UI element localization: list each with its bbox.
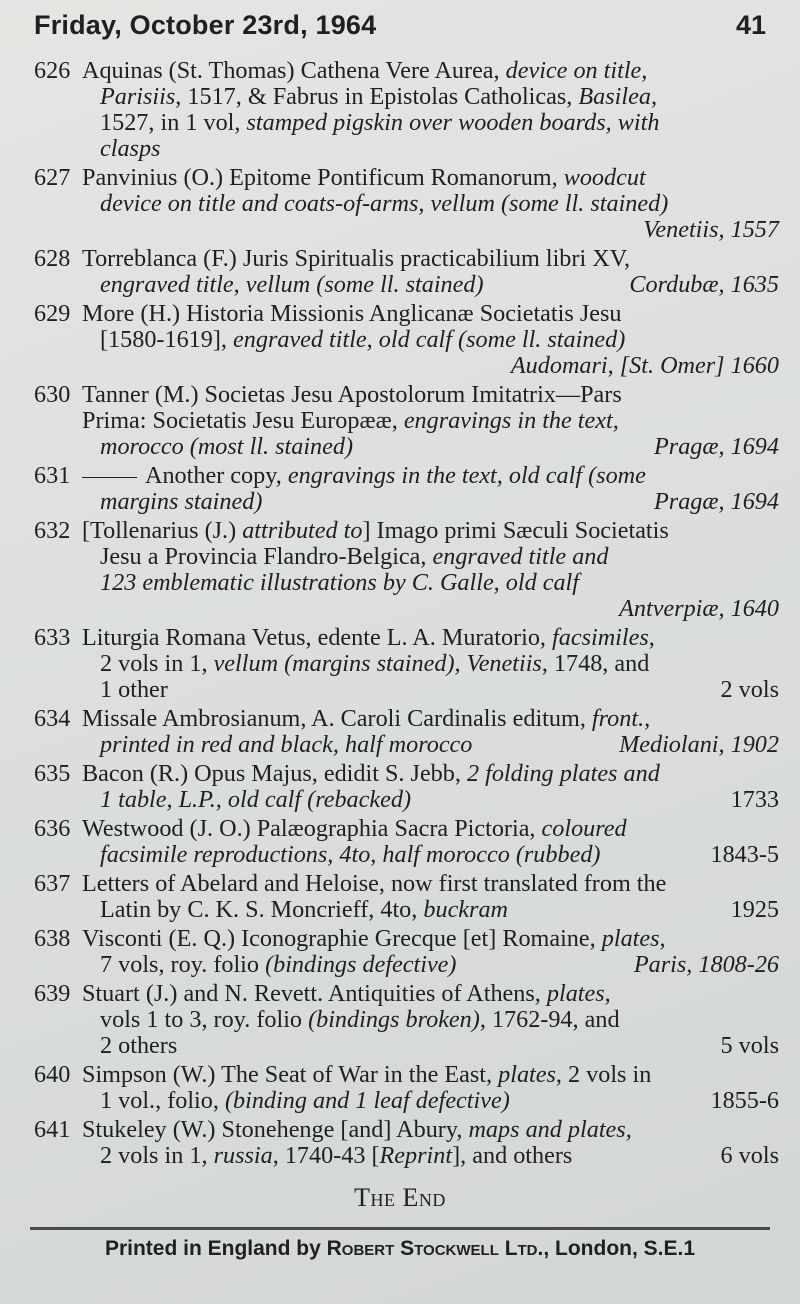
- lot-text-italic: (binding and 1 leaf defective): [224, 1087, 510, 1114]
- lot-text-italic: 2 folding plates and: [466, 760, 660, 787]
- lot-text-italic: morocco (most ll. stained): [100, 433, 354, 460]
- lot-text: More (H.) Historia Missionis Anglicanæ Societatis Jesu: [82, 300, 622, 327]
- lot-date: 1855-6: [710, 1087, 779, 1114]
- lot-text: 2 vols in 1,: [100, 1142, 214, 1169]
- lot-imprint: Paris, 1808-26: [633, 951, 779, 978]
- lot-text-italic: (bindings broken): [308, 1006, 480, 1033]
- lot-text-italic: russia: [213, 1142, 273, 1169]
- lot-text: 7 vols, roy. folio: [100, 951, 266, 978]
- lot-quantity: 6 vols: [720, 1142, 779, 1169]
- lot-text-italic: 123 emblematic illustrations by C. Galle, old calf: [100, 569, 580, 596]
- lot-description: [82, 165, 779, 243]
- lot-number: 638: [34, 925, 71, 952]
- lot-text: , 1762-94, and: [479, 1006, 620, 1033]
- lot-text-italic: plates,: [601, 925, 666, 952]
- lot-text: Torreblanca (F.) Juris Spiritualis practicabilium libri XV,: [82, 245, 631, 272]
- lot-text: [Tollenarius (J.): [82, 517, 243, 544]
- lot-text: Missale Ambrosianum, A. Caroli Cardinalis editum,: [82, 705, 592, 732]
- lot-text: , 2 vols in: [555, 1061, 652, 1088]
- lot-entry: [34, 1117, 779, 1169]
- lot-entry: [34, 761, 779, 813]
- lot-text: Another copy,: [145, 462, 288, 489]
- lot-entry: [34, 1062, 779, 1114]
- sale-date: Friday, October 23rd, 1964: [34, 10, 377, 40]
- lot-number: 634: [34, 705, 71, 732]
- lot-description: [82, 1117, 779, 1169]
- lot-number: 632: [34, 517, 71, 544]
- lot-text: , 1517, & Fabrus in Epistolas Catholicas,: [175, 83, 579, 110]
- lot-text-italic: engraved title, vellum (some ll. stained): [100, 271, 484, 298]
- printer-name: Robert Stockwell Ltd.: [326, 1237, 544, 1260]
- lot-text: Panvinius (O.) Epitome Pontificum Romanorum,: [82, 164, 564, 191]
- lot-text-italic: Reprint: [379, 1142, 453, 1169]
- page-number: 41: [735, 10, 766, 40]
- lot-text: ] Imago primi Sæculi Societatis: [362, 517, 669, 544]
- lot-description: [82, 816, 779, 868]
- lot-text-italic: attributed to: [242, 517, 363, 544]
- lot-entry: [34, 382, 779, 460]
- lot-text: Liturgia Romana Vetus, edente L. A. Muratorio,: [82, 624, 553, 651]
- lot-date: 1843-5: [710, 841, 779, 868]
- lot-description: [82, 871, 779, 923]
- lot-number: 627: [34, 164, 71, 191]
- lot-date: 1733: [730, 786, 779, 813]
- lot-text-italic: front.,: [591, 705, 651, 732]
- lot-text-italic: Basilea,: [578, 83, 657, 110]
- lot-description: [82, 926, 779, 978]
- lot-text-italic: stamped pigskin over wooden boards, with: [246, 109, 660, 136]
- lot-text-italic: (bindings defective): [265, 951, 457, 978]
- lot-entry: [34, 706, 779, 758]
- lot-entry: [34, 165, 779, 243]
- lot-entry: [34, 518, 779, 622]
- lot-imprint: Cordubæ, 1635: [629, 271, 779, 298]
- lot-text: Simpson (W.) The Seat of War in the East,: [82, 1061, 499, 1088]
- lot-text: ], and others: [452, 1142, 573, 1169]
- lot-description: [82, 301, 779, 379]
- lot-text: Letters of Abelard and Heloise, now first translated from the: [82, 870, 667, 897]
- lot-text: Tanner (M.) Societas Jesu Apostolorum Imitatrix—Pars: [82, 381, 622, 408]
- divider-rule: [30, 1227, 770, 1230]
- lot-text: Aquinas (St. Thomas) Cathena Vere Aurea,: [82, 57, 506, 84]
- printer-imprint: [0, 1237, 800, 1261]
- printer-text: Printed in England by: [104, 1237, 327, 1260]
- lot-text-italic: device on title,: [505, 57, 648, 84]
- lot-entry: [34, 301, 779, 379]
- lot-entry: [34, 816, 779, 868]
- lot-text-italic: buckram: [423, 896, 509, 923]
- lot-date: 1925: [730, 896, 779, 923]
- end-marker: The End: [354, 1183, 446, 1212]
- lot-text-italic: printed in red and black, half morocco: [100, 731, 473, 758]
- lot-text-italic: vellum (margins stained), Venetiis: [213, 650, 542, 677]
- lot-text: Latin by C. K. S. Moncrieff, 4to,: [100, 896, 424, 923]
- lot-entry: [34, 58, 779, 162]
- lot-description: [82, 625, 779, 703]
- lot-text-italic: facsimile reproductions, 4to, half morocco (rubbed): [100, 841, 601, 868]
- lot-quantity: 5 vols: [720, 1032, 779, 1059]
- lot-text-italic: engravings in the text, old calf (some: [287, 462, 646, 489]
- lot-number: 639: [34, 980, 71, 1007]
- lot-number: 633: [34, 624, 71, 651]
- lot-text-italic: Parisiis: [100, 83, 176, 110]
- lot-number: 637: [34, 870, 71, 897]
- lot-quantity: 2 vols: [720, 676, 779, 703]
- lot-imprint: Pragæ, 1694: [654, 433, 779, 460]
- lot-imprint: Audomari, [St. Omer] 1660: [510, 352, 779, 379]
- lot-number: 636: [34, 815, 71, 842]
- lot-number: 629: [34, 300, 71, 327]
- lot-entry: [34, 871, 779, 923]
- lot-text-italic: clasps: [100, 135, 161, 162]
- lot-text-italic: maps and plates,: [468, 1116, 632, 1143]
- lot-number: 635: [34, 760, 71, 787]
- lot-text: 2 others: [100, 1032, 178, 1059]
- lot-text: , 1748, and: [541, 650, 650, 677]
- lot-text-italic: margins stained): [100, 488, 263, 515]
- lot-entry: [34, 926, 779, 978]
- lot-text: 1527, in 1 vol,: [100, 109, 247, 136]
- lot-text: 2 vols in 1,: [100, 650, 214, 677]
- lot-number: 626: [34, 57, 71, 84]
- lot-description: [82, 706, 779, 758]
- lot-entry: [34, 463, 779, 515]
- lot-text: 1 other: [100, 676, 168, 703]
- lot-text: Visconti (E. Q.) Iconographie Grecque [et] Romaine,: [82, 925, 602, 952]
- lot-text: , 1740-43 [: [272, 1142, 380, 1169]
- lot-text-italic: facsimiles,: [552, 624, 655, 651]
- lot-text-italic: woodcut: [563, 164, 646, 191]
- lot-text-italic: plates: [498, 1061, 556, 1088]
- lot-entry: [34, 625, 779, 703]
- lot-description: [82, 382, 779, 460]
- lot-description: [82, 761, 779, 813]
- lot-text-italic: plates,: [546, 980, 611, 1007]
- lot-text: Jesu a Provincia Flandro-Belgica,: [100, 543, 433, 570]
- lot-entry: [34, 981, 779, 1059]
- lot-text-italic: engraved title, old calf (some ll. stained): [233, 326, 626, 353]
- lot-text: vols 1 to 3, roy. folio: [100, 1006, 309, 1033]
- lot-text: Prima: Societatis Jesu Europææ,: [82, 407, 404, 434]
- lot-text-italic: device on title and coats-of-arms, vellum (some ll. stained): [100, 190, 669, 217]
- lot-text: Bacon (R.) Opus Majus, edidit S. Jebb,: [82, 760, 467, 787]
- lot-imprint: Pragæ, 1694: [654, 488, 779, 515]
- lot-number: 640: [34, 1061, 71, 1088]
- lot-imprint: Mediolani, 1902: [619, 731, 779, 758]
- ditto-dash: [82, 477, 137, 478]
- lot-description: [82, 518, 779, 622]
- lot-number: 641: [34, 1116, 71, 1143]
- lot-imprint: Antverpiæ, 1640: [619, 595, 779, 622]
- lot-description: [82, 463, 779, 515]
- lot-text: [1580-1619],: [100, 326, 234, 353]
- lot-text: Westwood (J. O.) Palæographia Sacra Pictoria,: [82, 815, 542, 842]
- lot-description: [82, 981, 779, 1059]
- lot-text: 1 vol., folio,: [100, 1087, 225, 1114]
- lot-text-italic: engraved title and: [432, 543, 609, 570]
- lot-number: 631: [34, 462, 71, 489]
- lot-number: 630: [34, 381, 71, 408]
- lot-description: [82, 246, 779, 298]
- lot-list: [34, 58, 779, 1172]
- lot-text-italic: engravings in the text,: [403, 407, 619, 434]
- page-header: [34, 10, 766, 50]
- printer-location: , London, S.E.1: [543, 1237, 696, 1260]
- lot-number: 628: [34, 245, 71, 272]
- lot-description: [82, 1062, 779, 1114]
- lot-text-italic: coloured: [541, 815, 627, 842]
- lot-entry: [34, 246, 779, 298]
- lot-imprint: Venetiis, 1557: [643, 216, 779, 243]
- lot-text: Stuart (J.) and N. Revett. Antiquities of Athens,: [82, 980, 547, 1007]
- lot-description: [82, 58, 779, 162]
- lot-text-italic: 1 table, L.P., old calf (rebacked): [100, 786, 412, 813]
- lot-text: Stukeley (W.) Stonehenge [and] Abury,: [82, 1116, 469, 1143]
